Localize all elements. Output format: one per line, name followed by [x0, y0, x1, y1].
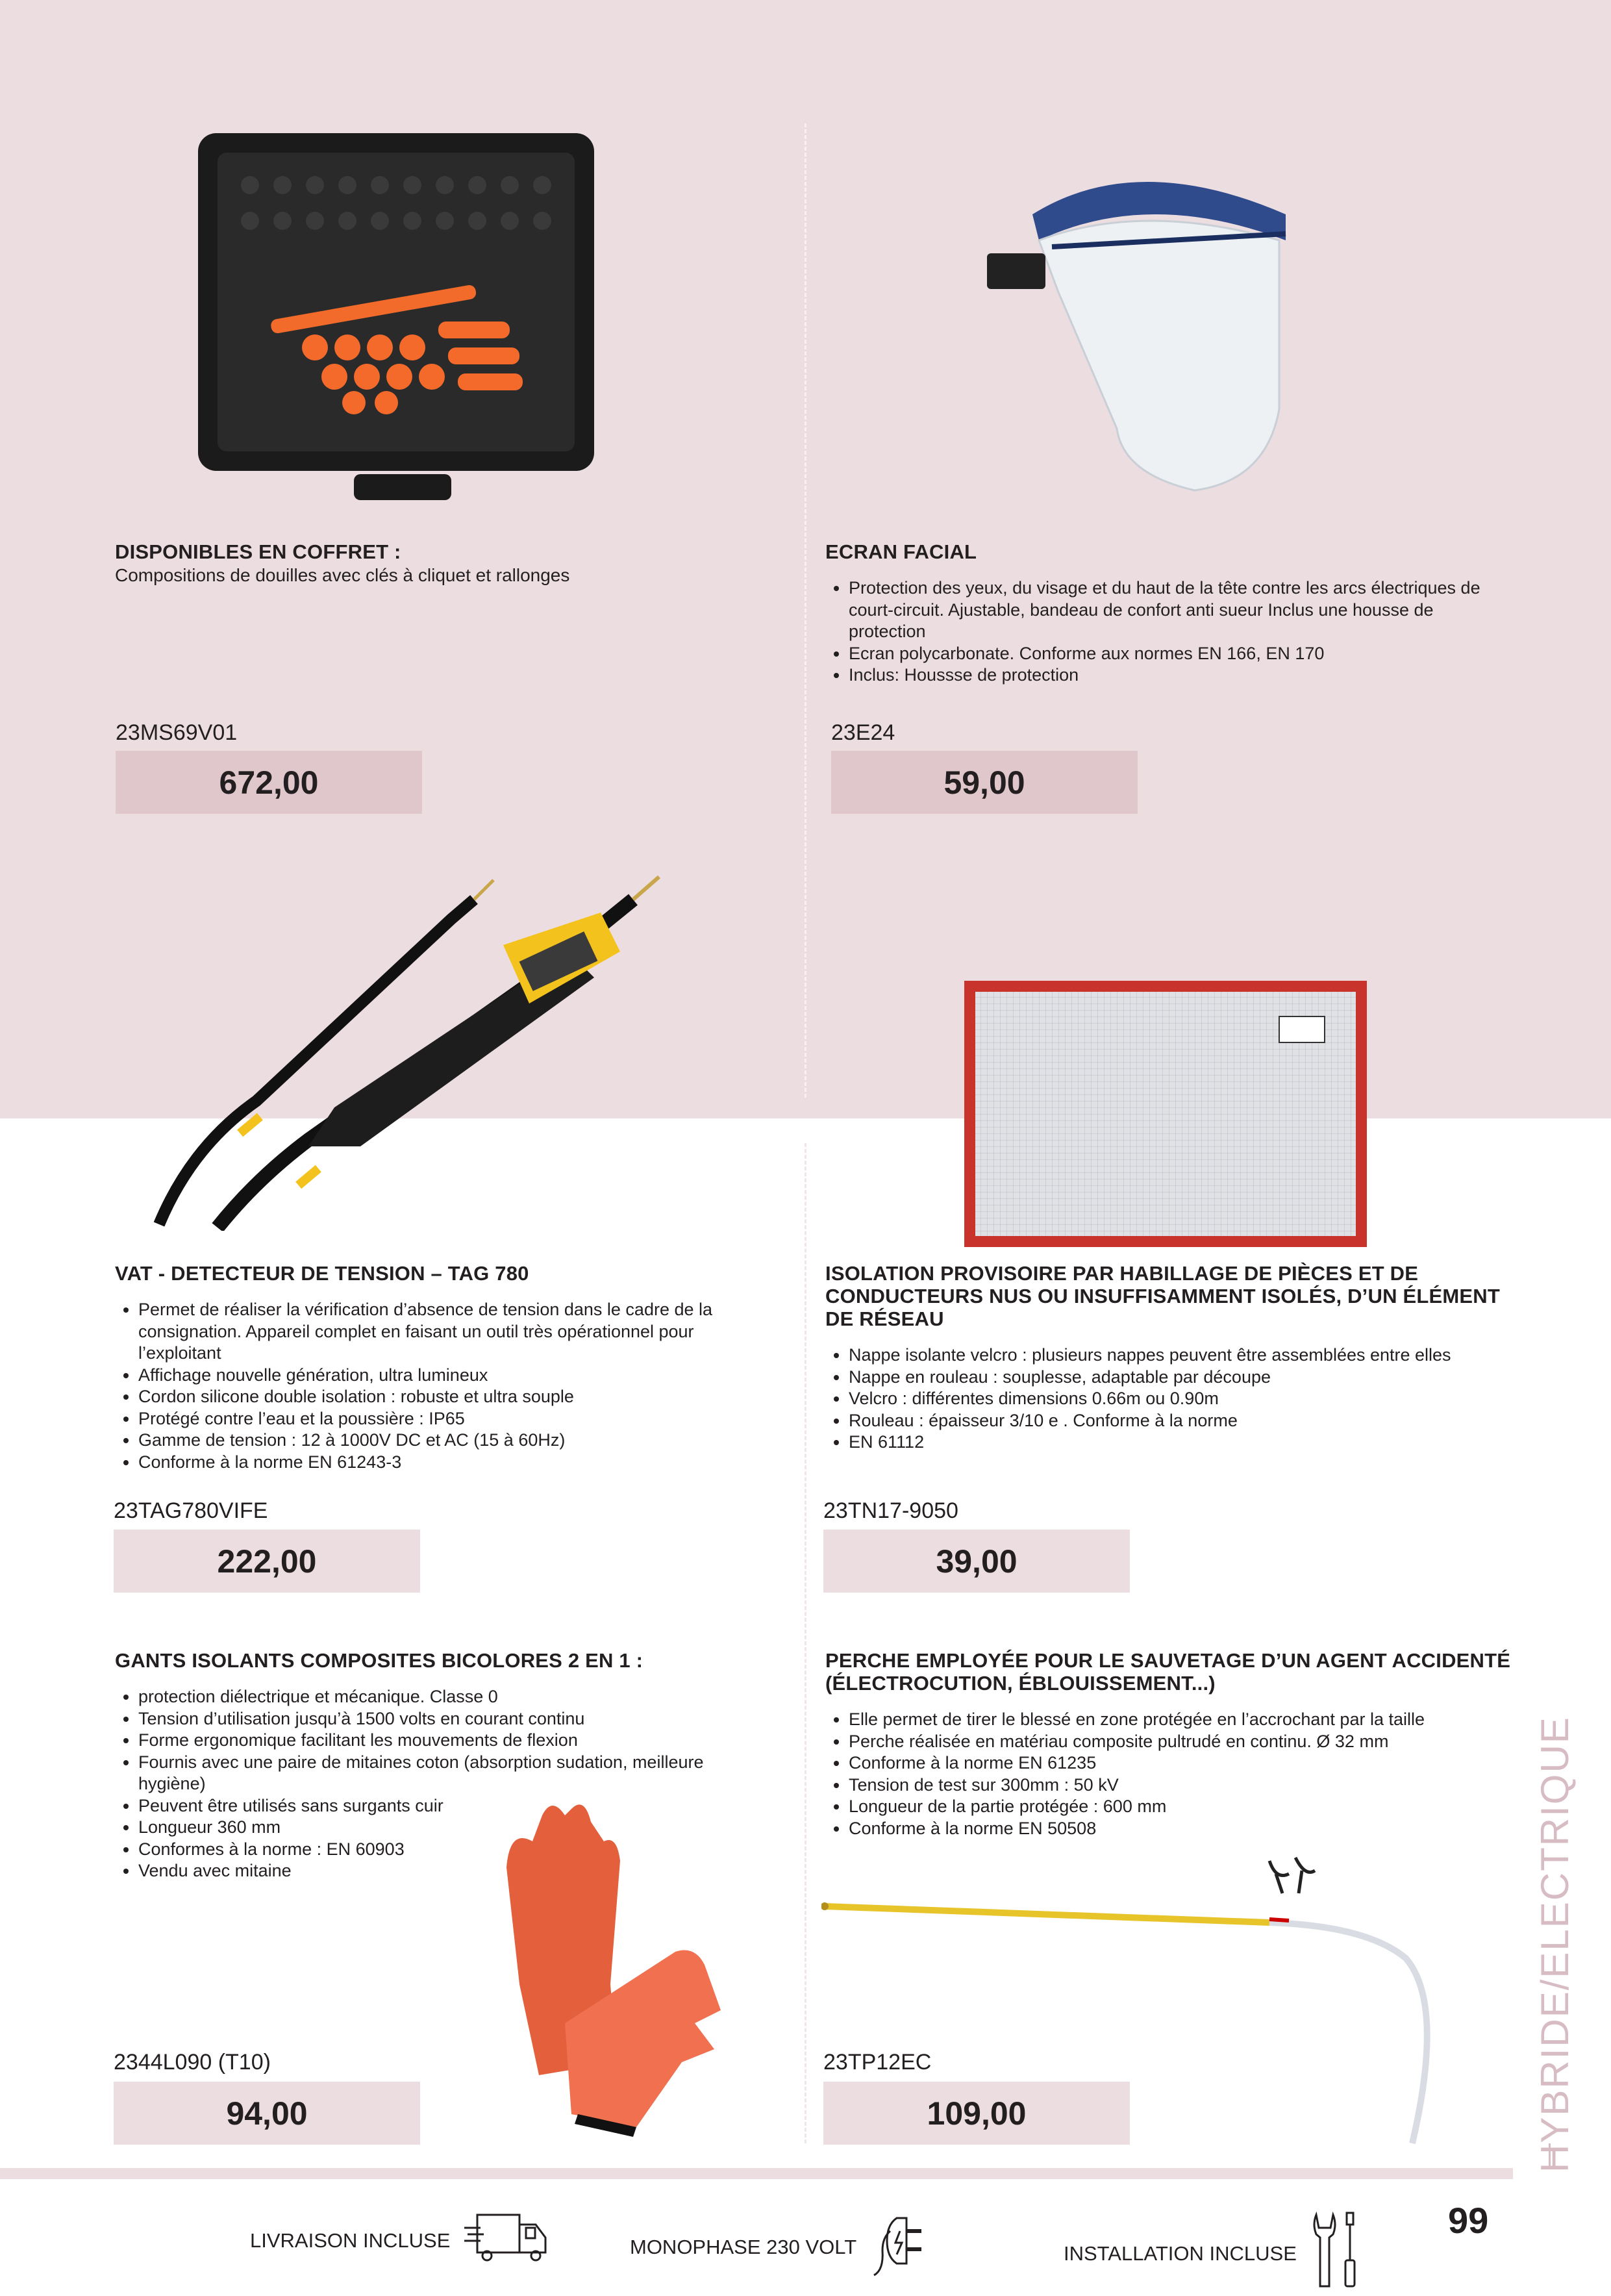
price-value: 59,00	[943, 764, 1025, 801]
feature-item: • Perche réalisée en matériau composite pultrudé en continu. Ø 32 mm	[849, 1731, 1514, 1753]
footer-label: MONOPHASE 230 VOLT	[630, 2236, 857, 2258]
feature-item: • Permet de réaliser la vérification d’absence de tension dans le cadre de la consignation. Appareil complet en faisant un outil très opérationnel pour l’exploitant	[138, 1299, 771, 1365]
feature-item: • Nappe isolante velcro : plusieurs nappes peuvent être assemblées entre elles	[849, 1344, 1527, 1367]
price-value: 222,00	[217, 1543, 317, 1580]
delivery-truck-icon	[464, 2212, 549, 2270]
power-plug-icon	[871, 2212, 929, 2283]
product-ref: 23MS69V01	[116, 720, 238, 745]
product-title: VAT - DETECTEUR DE TENSION – TAG 780	[115, 1262, 529, 1285]
feature-item: • Fournis avec une paire de mitaines coton (absorption sudation, meilleure hygiène)	[138, 1752, 764, 1795]
column-divider-bottom	[805, 1143, 806, 2143]
feature-item: • Conforme à la norme EN 61235	[849, 1752, 1514, 1774]
feature-item: • Protection des yeux, du visage et du haut de la tête contre les arcs électriques de court-circuit. Ajustable, bandeau de confort anti sueur Inclus une housse de protection	[849, 577, 1514, 643]
price-value: 672,00	[219, 764, 319, 801]
product-title: GANTS ISOLANTS COMPOSITES BICOLORES 2 EN 1 :	[115, 1649, 643, 1672]
feature-item: • Ecran polycarbonate. Conforme aux normes EN 166, EN 170	[849, 643, 1514, 665]
feature-item: • EN 61112	[849, 1432, 1527, 1454]
feature-item: • Longueur de la partie protégée : 600 mm	[849, 1796, 1514, 1818]
insulating-mat-image	[961, 978, 1370, 1250]
column-divider-top	[805, 123, 806, 1098]
feature-item: • Inclus: Houssse de protection	[849, 664, 1514, 687]
socket-set-case-image	[192, 114, 607, 516]
voltage-tester-image	[140, 874, 666, 1231]
product-insulating-mat	[825, 1262, 1527, 1454]
product-title: PERCHE EMPLOYÉE POUR LE SAUVETAGE D’UN AGENT ACCIDENTÉ (ÉLECTROCUTION, ÉBLOUISSEMENT...)	[825, 1649, 1511, 1695]
feature-item: • Forme ergonomique facilitant les mouvements de flexion	[138, 1730, 764, 1752]
section-label: HYBRIDE/ELECTRIQUE	[1533, 1716, 1577, 2173]
price-box	[823, 1530, 1130, 1593]
product-rescue-pole	[825, 1649, 1514, 1839]
feature-item: • Nappe en rouleau : souplesse, adaptable par découpe	[849, 1367, 1527, 1389]
product-ref: 23TP12EC	[823, 2050, 932, 2075]
product-socket-set	[115, 540, 732, 587]
footer-installation	[1064, 2212, 1363, 2296]
feature-item: • Tension d’utilisation jusqu’à 1500 volts en courant continu	[138, 1708, 764, 1730]
price-box	[116, 751, 422, 814]
wrench-screwdriver-icon	[1311, 2212, 1363, 2296]
product-title: ECRAN FACIAL	[825, 540, 977, 563]
feature-item: • Gamme de tension : 12 à 1000V DC et AC (15 à 60Hz)	[138, 1430, 771, 1452]
feature-item: • Conforme à la norme EN 50508	[849, 1818, 1514, 1840]
price-box	[831, 751, 1138, 814]
price-box	[114, 1530, 420, 1593]
feature-item: • Velcro : différentes dimensions 0.66m ou 0.90m	[849, 1388, 1527, 1410]
footer-power	[630, 2212, 929, 2283]
feature-item: • Peuvent être utilisés sans surgants cuir	[138, 1795, 764, 1817]
face-shield-image	[980, 136, 1292, 500]
feature-item: • Elle permet de tirer le blessé en zone protégée en l’accrochant par la taille	[849, 1709, 1514, 1731]
price-value: 39,00	[936, 1543, 1018, 1580]
insulating-gloves-image	[481, 1789, 740, 2153]
feature-item: • protection diélectrique et mécanique. Classe 0	[138, 1686, 764, 1708]
feature-item: • Vendu avec mitaine	[138, 1860, 764, 1882]
feature-list	[825, 1709, 1514, 1839]
product-face-shield	[825, 540, 1514, 687]
feature-item: • Rouleau : épaisseur 3/10 e . Conforme à la norme	[849, 1410, 1527, 1432]
feature-item: • Conformes à la norme : EN 60903	[138, 1839, 764, 1861]
footer-stripe	[0, 2168, 1513, 2179]
feature-item: • Protégé contre l’eau et la poussière : IP65	[138, 1408, 771, 1430]
product-title: ISOLATION PROVISOIRE PAR HABILLAGE DE PIÈCES ET DE CONDUCTEURS NUS OU INSUFFISAMMENT ISOLÉS, D’UN ÉLÉMENT DE RÉSEAU	[825, 1262, 1500, 1330]
footer-label: LIVRAISON INCLUSE	[250, 2229, 451, 2252]
price-value: 94,00	[226, 2095, 308, 2132]
product-ref: 23E24	[831, 720, 895, 745]
feature-item: • Conforme à la norme EN 61243-3	[138, 1452, 771, 1474]
feature-list	[115, 1299, 771, 1473]
feature-list	[825, 1344, 1527, 1454]
feature-list	[825, 577, 1514, 687]
product-ref: 23TAG780VIFE	[114, 1498, 268, 1523]
feature-item: • Affichage nouvelle génération, ultra lumineux	[138, 1365, 771, 1387]
footer-delivery	[250, 2212, 549, 2270]
product-ref: 2344L090 (T10)	[114, 2050, 271, 2075]
product-title: DISPONIBLES EN COFFRET :	[115, 540, 401, 563]
feature-item: • Tension de test sur 300mm : 50 kV	[849, 1774, 1514, 1797]
footer-label: INSTALLATION INCLUSE	[1064, 2242, 1297, 2265]
product-voltage-tester	[115, 1262, 771, 1473]
page-number: 99	[1448, 2200, 1489, 2241]
price-box	[114, 2082, 420, 2145]
product-ref: 23TN17-9050	[823, 1498, 958, 1523]
price-value: 109,00	[927, 2095, 1027, 2132]
feature-item: • Cordon silicone double isolation : robuste et ultra souple	[138, 1386, 771, 1408]
product-subtitle: Compositions de douilles avec clés à cliquet et rallonges	[115, 565, 570, 585]
feature-item: • Longueur 360 mm	[138, 1817, 764, 1839]
price-box	[823, 2082, 1130, 2145]
